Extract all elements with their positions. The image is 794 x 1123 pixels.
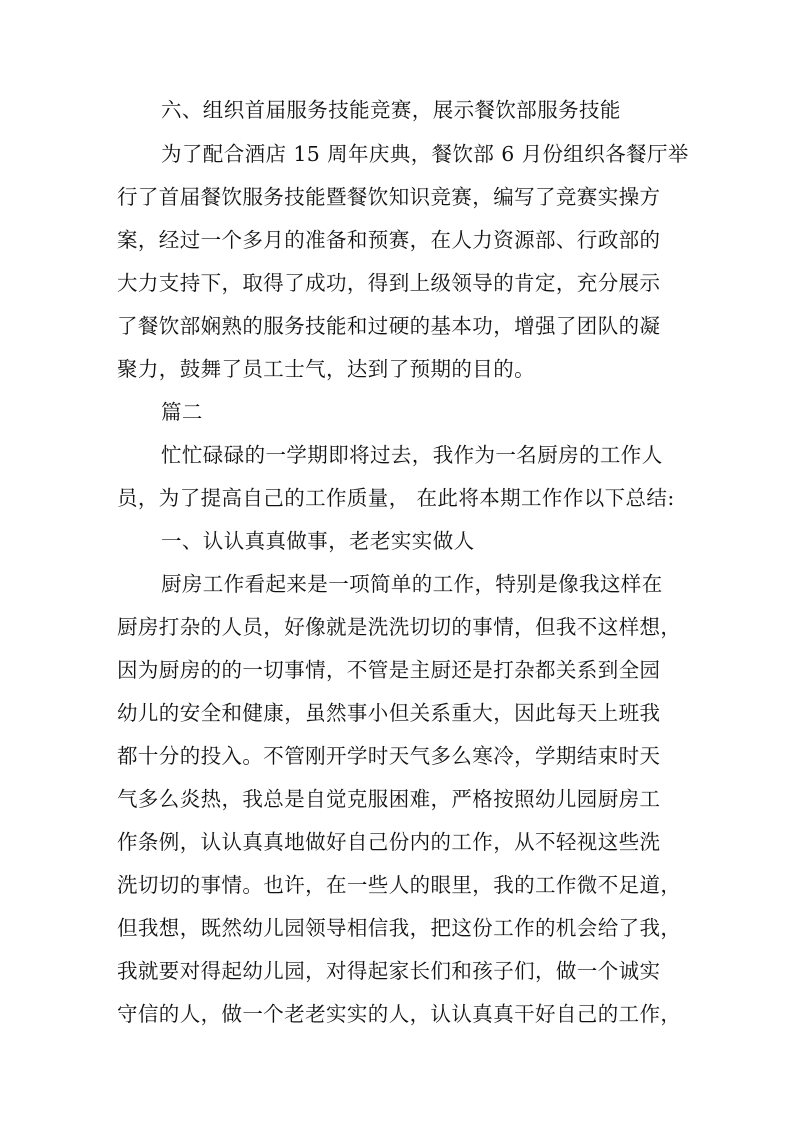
paragraph-line: 行了首届餐饮服务技能暨餐饮知识竞赛，编写了竞赛实操方 [117,185,661,209]
paragraph-line: 了餐饮部娴熟的服务技能和过硬的基本功，增强了团队的凝 [117,314,661,338]
paragraph-line: 洗切切的事情。也许，在一些人的眼里，我的工作微不足道， [117,873,682,897]
paragraph-line: 案，经过一个多月的准备和预赛，在人力资源部、行政部的 [117,228,661,252]
paragraph-line: 幼儿的安全和健康，虽然事小但关系重大，因此每天上班我 [117,701,661,725]
paragraph-line: 大力支持下，取得了成功，得到上级领导的肯定，充分展示 [117,271,661,295]
paragraph-line: 气多么炎热，我总是自觉克服困难，严格按照幼儿园厨房工 [117,787,661,811]
paragraph-line: 我就要对得起幼儿园，对得起家长们和孩子们，做一个诚实 [117,959,661,983]
paragraph-line: 忙忙碌碌的一学期即将过去，我作为一名厨房的工作人 [161,443,663,467]
paragraph-line: 厨房工作看起来是一项简单的工作，特别是像我这样在 [161,572,663,596]
section-heading-one: 一、认认真真做事，老老实实做人 [161,529,475,553]
paragraph-line: 但我想，既然幼儿园领导相信我，把这份工作的机会给了我， [117,916,682,940]
paragraph-line: 员，为了提高自己的工作质量， 在此将本期工作作以下总结: [117,486,675,510]
paragraph-line: 为了配合酒店 15 周年庆典，餐饮部 6 月份组织各餐厅举 [161,142,689,166]
paragraph-line: 因为厨房的的一切事情，不管是主厨还是打杂都关系到全园 [117,658,661,682]
paragraph-line: 聚力，鼓舞了员工士气，达到了预期的目的。 [117,357,535,381]
paragraph-line: 厨房打杂的人员，好像就是洗洗切切的事情，但我不这样想， [117,615,682,639]
paragraph-line: 都十分的投入。不管刚开学时天气多么寒冷，学期结束时天 [117,744,661,768]
part-heading: 篇二 [161,400,203,424]
paragraph-line: 作条例，认认真真地做好自己份内的工作，从不轻视这些洗 [117,830,661,854]
paragraph-line: 守信的人，做一个老老实实的人，认认真真干好自己的工作， [117,1002,682,1026]
section-heading-six: 六、组织首届服务技能竞赛，展示餐饮部服务技能 [161,98,621,122]
